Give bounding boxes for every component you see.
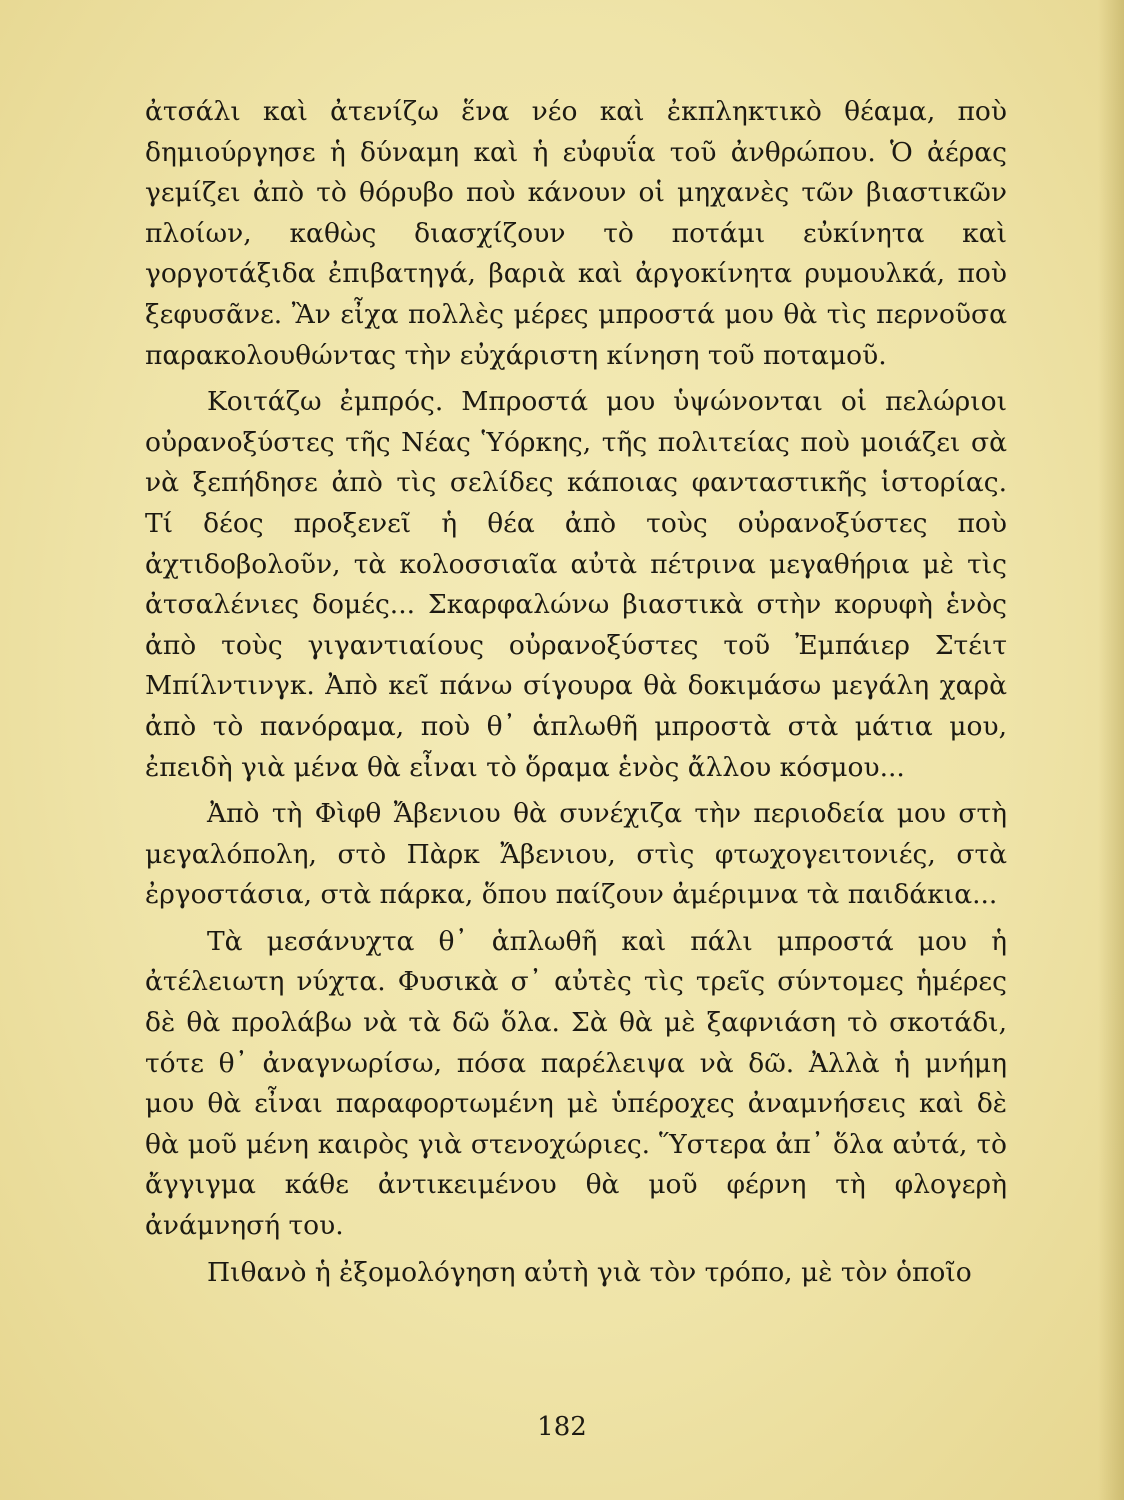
page-spine-shadow — [1098, 0, 1124, 1500]
paragraph-3: Ἀπὸ τὴ Φὶφθ Ἄβενιου θὰ συνέχιζα τὴν περιοδεία μου στὴ μεγαλόπολη, στὸ Πὰρκ Ἄβενιου, στὶς φτωχογειτονιές, στὰ ἐργοστάσια, στὰ πάρκα, ὅπου παίζουν ἀμέριμνα τὰ παιδάκια... — [145, 798, 1007, 911]
paragraph-5: Πιθανὸ ἡ ἐξομολόγηση αὐτὴ γιὰ τὸν τρόπο, μὲ τὸν ὁποῖο — [207, 1256, 972, 1288]
body-text — [145, 92, 1007, 1293]
paragraph-1: ἀτσάλι καὶ ἀτενίζω ἕνα νέο καὶ ἐκπληκτικὸ θέαμα, ποὺ δημιούργησε ἡ δύναμη καὶ ἡ εὐφυΐα τοῦ ἀνθρώπου. Ὁ ἀέρας γεμίζει ἀπὸ τὸ θόρυβο ποὺ κάνουν οἱ μηχανὲς τῶν βιαστικῶν πλοίων, καθὼς διασχίζουν τὸ ποτάμι εὐκίνητα καὶ γοργοτάξιδα ἐπιβατηγά, βαριὰ καὶ ἀργοκίνητα ρυμουλκά, ποὺ ξεφυσᾶνε. Ἂν εἶχα πολλὲς μέρες μπροστά μου θὰ τὶς περνοῦσα παρακολουθώντας τὴν εὐχάριστη κίνηση τοῦ ποταμοῦ. — [145, 96, 1007, 371]
paragraph-4: Τὰ μεσάνυχτα θ᾿ ἁπλωθῆ καὶ πάλι μπροστά μου ἡ ἀτέλειωτη νύχτα. Φυσικὰ σ᾿ αὐτὲς τὶς τρεῖς σύντομες ἡμέρες δὲ θὰ προλάβω νὰ τὰ δῶ ὅλα. Σὰ θὰ μὲ ξαφνιάση τὸ σκοτάδι, τότε θ᾿ ἀναγνωρίσω, πόσα παρέλειψα νὰ δῶ. Ἀλλὰ ἡ μνήμη μου θὰ εἶναι παραφορτωμένη μὲ ὑπέροχες ἀναμνήσεις καὶ δὲ θὰ μοῦ μένη καιρὸς γιὰ στενοχώριες. Ὕστερα ἀπ᾿ ὅλα αὐτά, τὸ ἄγγιγμα κάθε ἀντικειμένου θὰ μοῦ φέρνη τὴ φλογερὴ ἀνάμνησή του. — [145, 925, 1007, 1242]
page-number: 182 — [537, 1412, 587, 1442]
paragraph-2: Κοιτάζω ἐμπρός. Μπροστά μου ὑψώνονται οἱ πελώριοι οὐρανοξύστες τῆς Νέας Ὑόρκης, τῆς πολιτείας ποὺ μοιάζει σὰ νὰ ξεπήδησε ἀπὸ τὶς σελίδες κάποιας φανταστικῆς ἱστορίας. Τί δέος προξενεῖ ἡ θέα ἀπὸ τοὺς οὐρανοξύστες ποὺ ἀχτιδοβολοῦν, τὰ κολοσσιαῖα αὐτὰ πέτρινα μεγαθήρια μὲ τὶς ἀτσαλένιες δομές... Σκαρφαλώνω βιαστικὰ στὴν κορυφὴ ἑνὸς ἀπὸ τοὺς γιγαντιαίους οὐρανοξύστες τοῦ Ἐμπάιερ Στέιτ Μπίλντινγκ. Ἀπὸ κεῖ πάνω σίγουρα θὰ δοκιμάσω μεγάλη χαρὰ ἀπὸ τὸ πανόραμα, ποὺ θ᾿ ἁπλωθῆ μπροστὰ στὰ μάτια μου, ἐπειδὴ γιὰ μένα θὰ εἶναι τὸ ὅραμα ἑνὸς ἄλλου κόσμου... — [145, 386, 1007, 783]
